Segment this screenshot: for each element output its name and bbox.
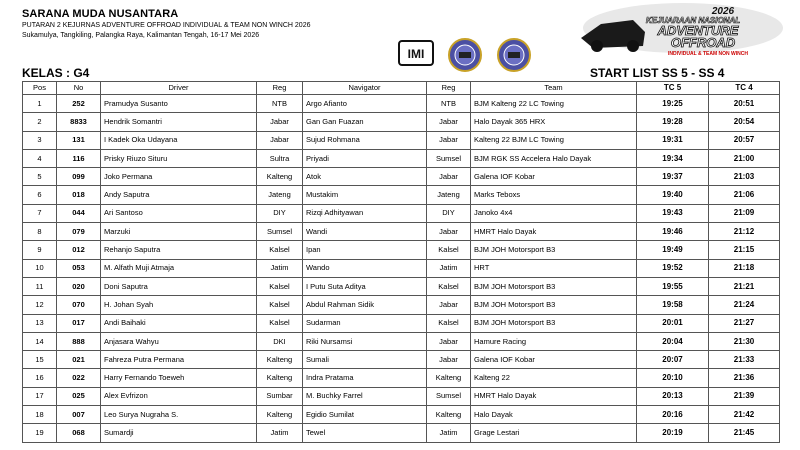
cell-navigator-reg: Sumsel — [427, 387, 471, 405]
cell-navigator: Abdul Rahman Sidik — [303, 296, 427, 314]
col-team: Team — [471, 82, 637, 95]
cell-navigator-reg: Kalteng — [427, 406, 471, 424]
cell-navigator: Ipan — [303, 241, 427, 259]
cell-navigator: Sumali — [303, 351, 427, 369]
cell-navigator: I Putu Suta Aditya — [303, 277, 427, 295]
start-list-title: START LIST SS 5 - SS 4 — [590, 66, 725, 80]
cell-pos: 18 — [23, 406, 57, 424]
cell-no: 079 — [57, 223, 101, 241]
organizer-name: SARANA MUDA NUSANTARA — [22, 8, 179, 20]
cell-team: Grage Lestari — [471, 424, 637, 442]
cell-team: Janoko 4x4 — [471, 204, 637, 222]
cell-driver: Leo Surya Nugraha S. — [101, 406, 257, 424]
cell-navigator-reg: Jabar — [427, 351, 471, 369]
cell-driver: Prisky Riuzo Situru — [101, 149, 257, 167]
col-tc5: TC 5 — [637, 82, 709, 95]
cell-navigator: Priyadi — [303, 149, 427, 167]
cell-driver: Pramudya Susanto — [101, 95, 257, 113]
event-title: PUTARAN 2 KEJURNAS ADVENTURE OFFROAD INDIVIDUAL & TEAM NON WINCH 2026 — [22, 22, 311, 29]
cell-navigator: Tewel — [303, 424, 427, 442]
cell-tc4: 21:33 — [709, 351, 780, 369]
cell-tc4: 21:00 — [709, 149, 780, 167]
logo-year: 2026 — [711, 6, 735, 17]
start-list-table — [22, 81, 780, 443]
cell-tc5: 19:40 — [637, 186, 709, 204]
cell-pos: 4 — [23, 149, 57, 167]
cell-no: 025 — [57, 387, 101, 405]
cell-driver-reg: Sumbar — [257, 387, 303, 405]
cell-tc4: 21:18 — [709, 259, 780, 277]
table-row — [23, 351, 780, 369]
col-navigator-reg: Reg — [427, 82, 471, 95]
cell-pos: 12 — [23, 296, 57, 314]
col-driver-reg: Reg — [257, 82, 303, 95]
logo-line3: OFFROAD — [670, 35, 736, 50]
cell-tc5: 19:28 — [637, 113, 709, 131]
cell-driver-reg: Kalsel — [257, 314, 303, 332]
cell-tc4: 20:57 — [709, 131, 780, 149]
cell-tc5: 20:01 — [637, 314, 709, 332]
cell-driver: H. Johan Syah — [101, 296, 257, 314]
cell-tc5: 19:37 — [637, 168, 709, 186]
cell-navigator-reg: Jabar — [427, 223, 471, 241]
cell-tc5: 19:58 — [637, 296, 709, 314]
cell-tc5: 20:04 — [637, 332, 709, 350]
cell-navigator: M. Buchky Farrel — [303, 387, 427, 405]
table-row — [23, 369, 780, 387]
cell-tc4: 21:09 — [709, 204, 780, 222]
cell-pos: 6 — [23, 186, 57, 204]
table-row — [23, 387, 780, 405]
cell-team: Galena IOF Kobar — [471, 168, 637, 186]
event-logo — [573, 2, 783, 58]
cell-navigator: Riki Nursamsi — [303, 332, 427, 350]
cell-no: 070 — [57, 296, 101, 314]
cell-team: BJM JOH Motorsport B3 — [471, 277, 637, 295]
cell-driver-reg: DIY — [257, 204, 303, 222]
table-row — [23, 204, 780, 222]
cell-navigator-reg: Kalsel — [427, 314, 471, 332]
cell-navigator: Wando — [303, 259, 427, 277]
table-header — [23, 82, 780, 95]
cell-navigator-reg: Kalsel — [427, 241, 471, 259]
cell-tc5: 19:34 — [637, 149, 709, 167]
cell-no: 007 — [57, 406, 101, 424]
cell-tc5: 20:13 — [637, 387, 709, 405]
table-row — [23, 277, 780, 295]
club-logo-2 — [497, 38, 531, 72]
cell-team: Galena IOF Kobar — [471, 351, 637, 369]
cell-tc4: 21:30 — [709, 332, 780, 350]
cell-tc4: 20:54 — [709, 113, 780, 131]
cell-tc5: 19:52 — [637, 259, 709, 277]
cell-navigator: Mustakim — [303, 186, 427, 204]
cell-driver: Harry Fernando Toeweh — [101, 369, 257, 387]
cell-pos: 7 — [23, 204, 57, 222]
cell-navigator-reg: Jateng — [427, 186, 471, 204]
cell-driver-reg: Sumsel — [257, 223, 303, 241]
cell-navigator: Argo Afianto — [303, 95, 427, 113]
cell-navigator-reg: Jabar — [427, 168, 471, 186]
cell-pos: 10 — [23, 259, 57, 277]
cell-team: HMRT Halo Dayak — [471, 387, 637, 405]
cell-no: 044 — [57, 204, 101, 222]
cell-team: Kalteng 22 BJM LC Towing — [471, 131, 637, 149]
cell-tc5: 19:49 — [637, 241, 709, 259]
cell-team: Kalteng 22 — [471, 369, 637, 387]
cell-no: 018 — [57, 186, 101, 204]
table-row — [23, 131, 780, 149]
cell-driver-reg: Kalteng — [257, 351, 303, 369]
cell-tc4: 21:12 — [709, 223, 780, 241]
cell-driver-reg: Jateng — [257, 186, 303, 204]
cell-tc5: 19:55 — [637, 277, 709, 295]
cell-tc4: 21:24 — [709, 296, 780, 314]
cell-driver-reg: Jatim — [257, 424, 303, 442]
cell-navigator-reg: Jatim — [427, 424, 471, 442]
cell-tc5: 19:31 — [637, 131, 709, 149]
cell-tc4: 21:06 — [709, 186, 780, 204]
cell-driver-reg: Kalteng — [257, 168, 303, 186]
cell-no: 020 — [57, 277, 101, 295]
cell-navigator: Wandi — [303, 223, 427, 241]
cell-tc5: 20:07 — [637, 351, 709, 369]
table-row — [23, 149, 780, 167]
cell-pos: 11 — [23, 277, 57, 295]
cell-team: Hamure Racing — [471, 332, 637, 350]
logo-line2: ADVENTURE — [657, 23, 739, 38]
cell-driver-reg: Kalsel — [257, 296, 303, 314]
cell-tc5: 20:10 — [637, 369, 709, 387]
cell-navigator-reg: Jabar — [427, 296, 471, 314]
table-row — [23, 241, 780, 259]
cell-no: 021 — [57, 351, 101, 369]
cell-driver: Anjasara Wahyu — [101, 332, 257, 350]
association-logo — [398, 40, 434, 66]
cell-driver-reg: Kalteng — [257, 369, 303, 387]
cell-tc4: 21:42 — [709, 406, 780, 424]
cell-pos: 14 — [23, 332, 57, 350]
cell-navigator-reg: Jabar — [427, 113, 471, 131]
cell-driver-reg: DKI — [257, 332, 303, 350]
col-tc4: TC 4 — [709, 82, 780, 95]
table-row — [23, 168, 780, 186]
cell-team: Halo Dayak 365 HRX — [471, 113, 637, 131]
cell-no: 252 — [57, 95, 101, 113]
cell-tc4: 21:45 — [709, 424, 780, 442]
event-venue: Sukamulya, Tangkiling, Palangka Raya, Kalimantan Tengah, 16-17 Mei 2026 — [22, 32, 260, 39]
cell-driver-reg: Jabar — [257, 113, 303, 131]
cell-no: 068 — [57, 424, 101, 442]
cell-navigator: Sudarman — [303, 314, 427, 332]
cell-driver: M. Alfath Muji Atmaja — [101, 259, 257, 277]
cell-pos: 15 — [23, 351, 57, 369]
table-row — [23, 406, 780, 424]
cell-no: 888 — [57, 332, 101, 350]
cell-navigator-reg: Jabar — [427, 332, 471, 350]
cell-tc5: 19:25 — [637, 95, 709, 113]
cell-pos: 9 — [23, 241, 57, 259]
cell-tc4: 21:39 — [709, 387, 780, 405]
cell-driver-reg: Kalteng — [257, 406, 303, 424]
cell-pos: 5 — [23, 168, 57, 186]
cell-driver-reg: NTB — [257, 95, 303, 113]
cell-tc4: 21:36 — [709, 369, 780, 387]
cell-no: 017 — [57, 314, 101, 332]
cell-driver-reg: Jabar — [257, 131, 303, 149]
col-driver: Driver — [101, 82, 257, 95]
cell-navigator-reg: Kalteng — [427, 369, 471, 387]
cell-navigator-reg: NTB — [427, 95, 471, 113]
table-body — [23, 95, 780, 443]
table-row — [23, 186, 780, 204]
cell-navigator: Atok — [303, 168, 427, 186]
cell-team: BJM RGK SS Accelera Halo Dayak — [471, 149, 637, 167]
cell-driver: Andi Baihaki — [101, 314, 257, 332]
association-logo-text: IMI — [407, 47, 425, 61]
cell-navigator-reg: Kalsel — [427, 277, 471, 295]
cell-pos: 17 — [23, 387, 57, 405]
col-no: No — [57, 82, 101, 95]
cell-team: HMRT Halo Dayak — [471, 223, 637, 241]
club-logo-1 — [448, 38, 482, 72]
cell-navigator-reg: DIY — [427, 204, 471, 222]
cell-navigator: Egidio Sumilat — [303, 406, 427, 424]
cell-driver: Joko Permana — [101, 168, 257, 186]
cell-driver: Andy Saputra — [101, 186, 257, 204]
cell-no: 022 — [57, 369, 101, 387]
table-row — [23, 259, 780, 277]
cell-driver-reg: Kalsel — [257, 241, 303, 259]
table-row — [23, 332, 780, 350]
cell-pos: 3 — [23, 131, 57, 149]
cell-team: Halo Dayak — [471, 406, 637, 424]
cell-tc4: 21:15 — [709, 241, 780, 259]
col-pos: Pos — [23, 82, 57, 95]
cell-tc4: 21:27 — [709, 314, 780, 332]
cell-team: BJM JOH Motorsport B3 — [471, 314, 637, 332]
cell-tc4: 21:21 — [709, 277, 780, 295]
cell-navigator: Indra Pratama — [303, 369, 427, 387]
cell-tc5: 20:19 — [637, 424, 709, 442]
cell-navigator-reg: Jatim — [427, 259, 471, 277]
cell-team: BJM Kalteng 22 LC Towing — [471, 95, 637, 113]
cell-tc5: 19:46 — [637, 223, 709, 241]
table-row — [23, 113, 780, 131]
cell-team: Marks Teboxs — [471, 186, 637, 204]
cell-no: 012 — [57, 241, 101, 259]
cell-navigator-reg: Sumsel — [427, 149, 471, 167]
cell-no: 8833 — [57, 113, 101, 131]
cell-pos: 1 — [23, 95, 57, 113]
cell-navigator: Sujud Rohmana — [303, 131, 427, 149]
table-row — [23, 223, 780, 241]
logo-line4: INDIVIDUAL & TEAM NON WINCH — [668, 51, 748, 57]
cell-no: 053 — [57, 259, 101, 277]
table-row — [23, 314, 780, 332]
cell-team: BJM JOH Motorsport B3 — [471, 296, 637, 314]
cell-tc4: 21:03 — [709, 168, 780, 186]
cell-tc5: 20:16 — [637, 406, 709, 424]
cell-navigator: Rizqi Adhityawan — [303, 204, 427, 222]
cell-driver: Marzuki — [101, 223, 257, 241]
cell-navigator: Gan Gan Fuazan — [303, 113, 427, 131]
cell-tc5: 19:43 — [637, 204, 709, 222]
cell-driver-reg: Jatim — [257, 259, 303, 277]
cell-driver: Doni Saputra — [101, 277, 257, 295]
cell-pos: 2 — [23, 113, 57, 131]
table-row — [23, 424, 780, 442]
cell-driver: Hendrik Somantri — [101, 113, 257, 131]
cell-driver: Rehanjo Saputra — [101, 241, 257, 259]
table-row — [23, 296, 780, 314]
logo-line1: KEJUARAAN NASIONAL — [645, 16, 741, 25]
cell-pos: 16 — [23, 369, 57, 387]
cell-no: 116 — [57, 149, 101, 167]
cell-driver: Alex Evfrizon — [101, 387, 257, 405]
cell-team: HRT — [471, 259, 637, 277]
cell-driver: Fahreza Putra Permana — [101, 351, 257, 369]
cell-pos: 19 — [23, 424, 57, 442]
cell-team: BJM JOH Motorsport B3 — [471, 241, 637, 259]
cell-pos: 8 — [23, 223, 57, 241]
cell-no: 131 — [57, 131, 101, 149]
cell-driver: Sumardji — [101, 424, 257, 442]
col-navigator: Navigator — [303, 82, 427, 95]
cell-tc4: 20:51 — [709, 95, 780, 113]
cell-driver: Ari Santoso — [101, 204, 257, 222]
cell-driver: I Kadek Oka Udayana — [101, 131, 257, 149]
cell-pos: 13 — [23, 314, 57, 332]
cell-driver-reg: Sultra — [257, 149, 303, 167]
class-label: KELAS : G4 — [22, 66, 90, 80]
cell-no: 099 — [57, 168, 101, 186]
cell-navigator-reg: Jabar — [427, 131, 471, 149]
table-row — [23, 95, 780, 113]
cell-driver-reg: Kalsel — [257, 277, 303, 295]
